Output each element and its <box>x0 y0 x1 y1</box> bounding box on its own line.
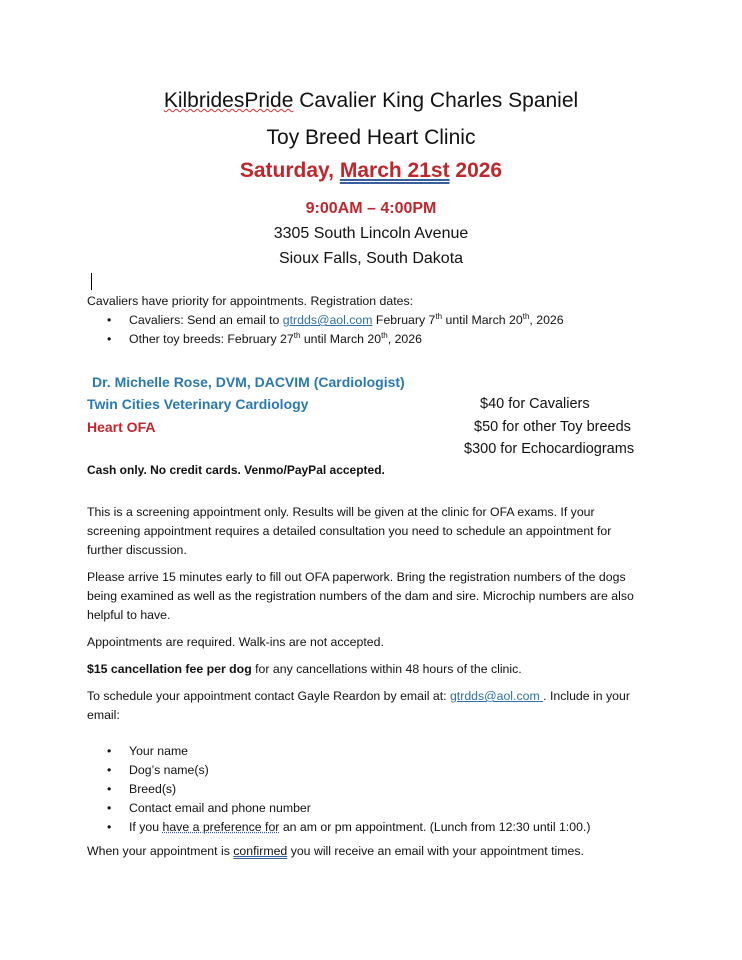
text: Other toy breeds: February 27 <box>129 332 294 346</box>
text: have a preference for <box>162 820 280 834</box>
text: until March 20 <box>300 332 382 346</box>
date-day: Saturday, <box>239 159 340 182</box>
event-time: 9:00AM – 4:00PM <box>305 200 437 217</box>
closing-paragraph <box>87 842 647 861</box>
screening-paragraph: This is a screening appointment only. Results will be given at the clinic for OFA exams. If your screening appointment requires a detailed consultation you need to schedule an appointment for further discussion. <box>87 505 612 557</box>
text-cursor <box>91 273 92 290</box>
info-section <box>87 503 647 861</box>
text: th <box>522 311 530 321</box>
list-item: • Dog’s name(s) <box>87 761 647 780</box>
event-date <box>0 159 742 183</box>
arrival-paragraph: Please arrive 15 minutes early to fill out OFA paperwork. Bring the registration numbers of the dogs being examined as well as the registration numbers of the dam and sire. Microchip numbers are also helpful to have. <box>87 570 634 622</box>
text: for any cancellations within 48 hours of the clinic. <box>251 662 522 676</box>
list-item: • Contact email and phone number <box>87 799 647 818</box>
text: th <box>435 311 443 321</box>
text: an am or pm appointment. (Lunch from 12:30 until 1:00.) <box>279 820 591 834</box>
price-echo: $300 for Echocardiograms <box>464 441 635 457</box>
text: , 2026 <box>529 313 564 327</box>
payment-note: Cash only. No credit cards. Venmo/PayPal accepted. <box>87 463 385 477</box>
text: until March 20 <box>442 313 523 327</box>
text: When your appointment is <box>87 844 234 858</box>
list-item: • Your name <box>87 742 647 761</box>
list-item: • Breed(s) <box>87 780 647 799</box>
list-item <box>87 818 647 837</box>
text: th <box>381 330 388 340</box>
text: Cavaliers: Send an email to <box>129 313 283 327</box>
text: . Include in your email: <box>87 689 630 722</box>
title-text: Cavalier King Charles Spaniel <box>293 89 579 112</box>
registration-bullet-cavaliers <box>87 311 647 330</box>
text: If you <box>129 820 163 834</box>
document-subtitle: Toy Breed Heart Clinic <box>266 126 476 149</box>
address-line-2: Sioux Falls, South Dakota <box>278 250 464 267</box>
text: th <box>293 330 301 340</box>
date-year: 2026 <box>449 159 503 182</box>
contact-paragraph <box>87 687 647 725</box>
text: February 7 <box>372 313 436 327</box>
doctor-name: Dr. Michelle Rose, DVM, DACVIM (Cardiologist) <box>92 374 405 390</box>
service-name: Heart OFA <box>87 419 156 435</box>
price-toy-breeds: $50 for other Toy breeds <box>474 419 631 435</box>
registration-intro: Cavaliers have priority for appointments. Registration dates: <box>87 294 414 308</box>
date-month: March 21st <box>339 159 450 182</box>
price-cavaliers: $40 for Cavaliers <box>480 396 590 412</box>
text: , 2026 <box>387 332 422 346</box>
document-title <box>0 89 742 113</box>
email-link[interactable]: gtrdds@aol.com <box>282 313 373 327</box>
address-line-1: 3305 South Lincoln Avenue <box>273 225 469 242</box>
practice-name: Twin Cities Veterinary Cardiology <box>87 396 309 412</box>
appointments-paragraph: Appointments are required. Walk-ins are not accepted. <box>87 635 384 649</box>
text: you will receive an email with your appointment times. <box>287 844 584 858</box>
registration-bullet-other <box>87 330 647 349</box>
cancellation-paragraph <box>87 660 647 679</box>
text: confirmed <box>233 844 288 858</box>
text: To schedule your appointment contact Gayle Reardon by email at: <box>87 689 450 703</box>
registration-section <box>87 292 647 349</box>
contact-email-link[interactable]: gtrdds@aol.com <box>449 689 544 703</box>
brand-name: KilbridesPride <box>163 89 294 112</box>
cancellation-fee: $15 cancellation fee per dog <box>87 662 252 676</box>
